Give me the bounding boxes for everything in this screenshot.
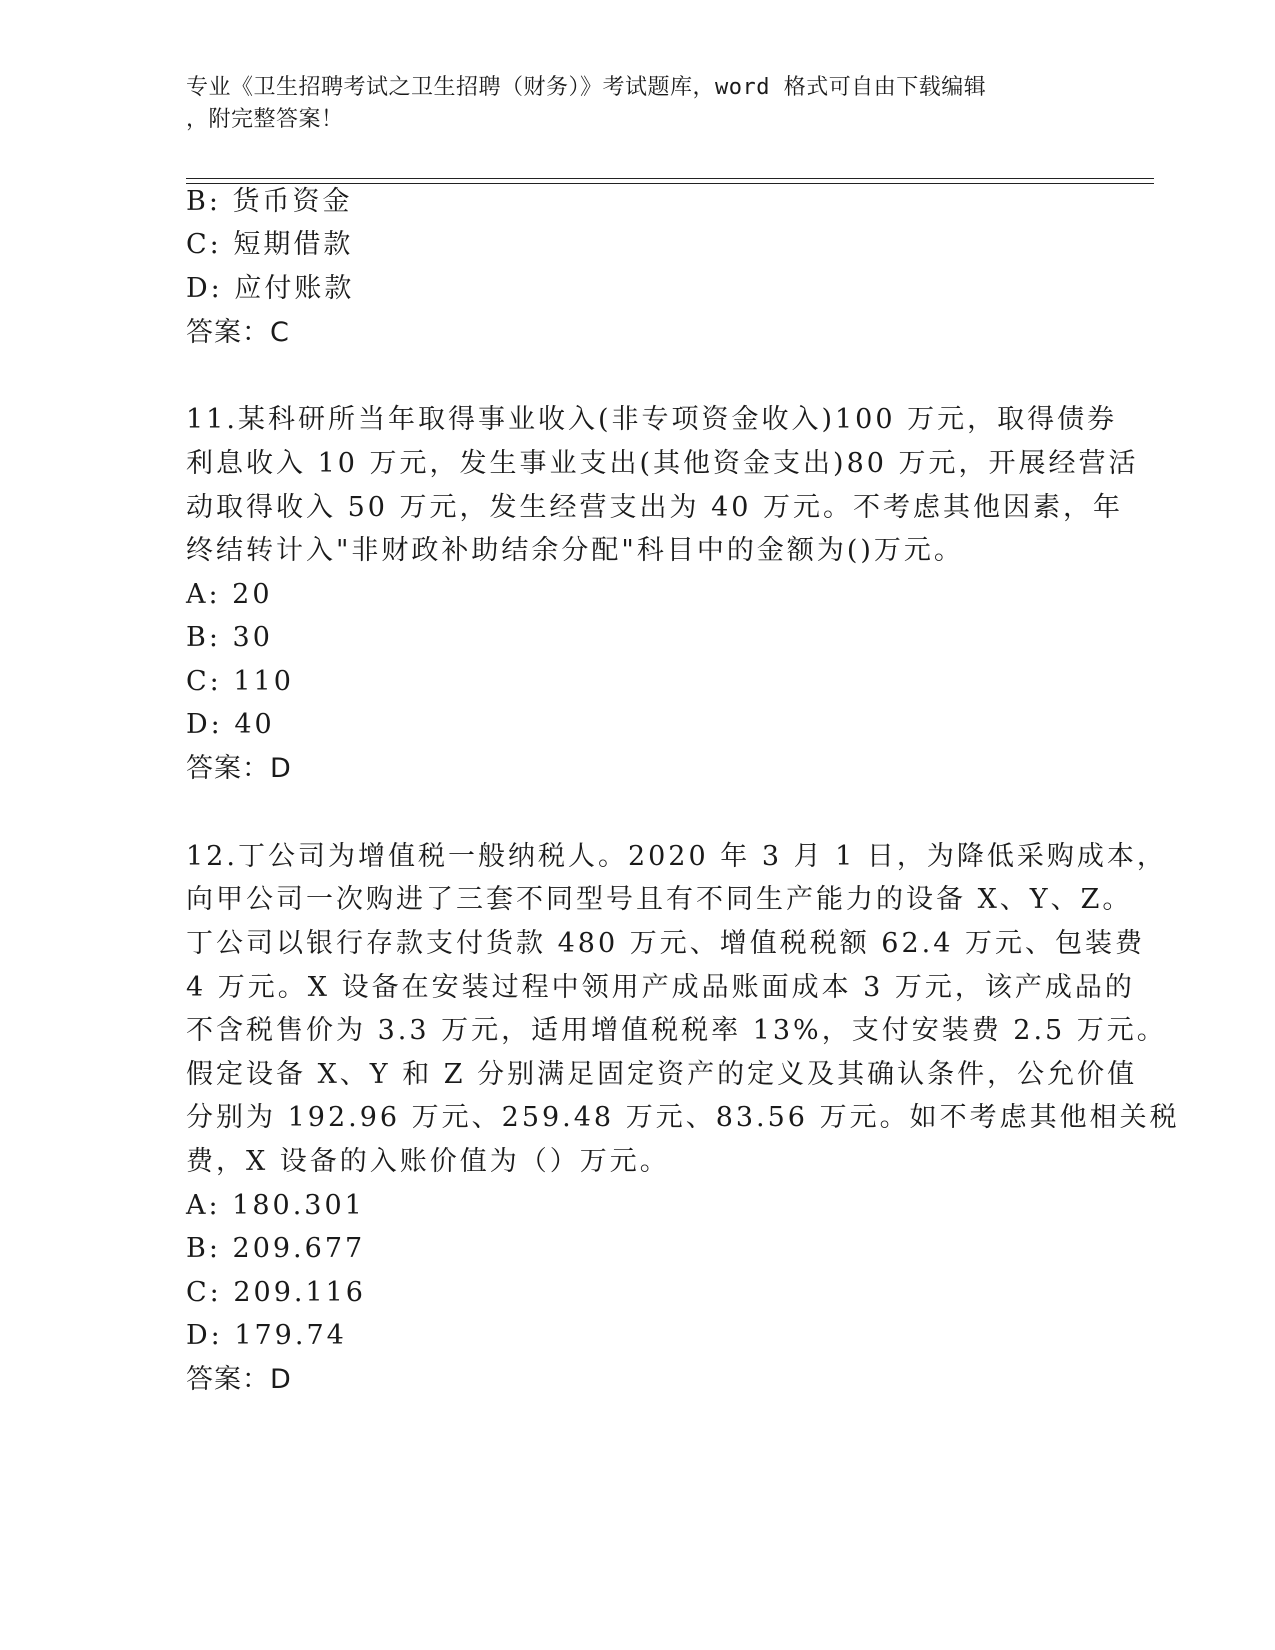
header-line-2: ，附完整答案！ [186,107,344,132]
q10-option-c: C: 短期借款 [186,229,354,260]
q12-stem-line: 费，X 设备的入账价值为（）万元。 [186,1146,670,1177]
q11-option-b: B: 30 [186,622,273,653]
q11-answer: 答案：D [186,753,292,784]
q12-option-b: B: 209.677 [186,1233,366,1264]
q11-stem-line: 利息收入 10 万元，发生事业支出(其他资金支出)80 万元，开展经营活 [186,448,1139,479]
q10-option-d: D: 应付账款 [186,273,355,304]
q12-option-d: D: 179.74 [186,1320,347,1351]
header-line-1: 专业《卫生招聘考试之卫生招聘（财务）》考试题库，word 格式可自由下载编辑 [186,75,987,100]
q11-stem-line: 11.某科研所当年取得事业收入(非专项资金收入)100 万元，取得债券 [186,404,1118,435]
q11-stem-line: 终结转计入"非财政补助结余分配"科目中的金额为()万元。 [186,535,964,566]
q12-option-c: C: 209.116 [186,1277,366,1308]
q12-stem-line: 分别为 192.96 万元、259.48 万元、83.56 万元。如不考虑其他相关税 [186,1102,1180,1133]
q11-option-c: C: 110 [186,666,294,697]
q12-stem-line: 4 万元。X 设备在安装过程中领用产成品账面成本 3 万元，该产成品的 [186,972,1135,1003]
q12-stem-line: 12.丁公司为增值税一般纳税人。2020 年 3 月 1 日，为降低采购成本， [186,841,1167,872]
q11-stem-line: 动取得收入 50 万元，发生经营支出为 40 万元。不考虑其他因素，年 [186,492,1124,523]
document-header [186,72,1066,136]
q10-answer: 答案：C [186,317,290,348]
q12-stem-line: 假定设备 X、Y 和 Z 分别满足固定资产的定义及其确认条件，公允价值 [186,1059,1138,1090]
q12-stem-line: 不含税售价为 3.3 万元，适用增值税税率 13%，支付安装费 2.5 万元。 [186,1015,1167,1046]
q12-answer: 答案：D [186,1364,292,1395]
q10-option-b: B: 货币资金 [186,186,353,217]
q11-option-d: D: 40 [186,709,275,740]
q12-stem-line: 向甲公司一次购进了三套不同型号且有不同生产能力的设备 X、Y、Z。 [186,884,1133,915]
q12-option-a: A: 180.301 [186,1190,365,1221]
q11-option-a: A: 20 [186,579,273,610]
q12-stem-line: 丁公司以银行存款支付货款 480 万元、增值税税额 62.4 万元、包装费 [186,928,1145,959]
